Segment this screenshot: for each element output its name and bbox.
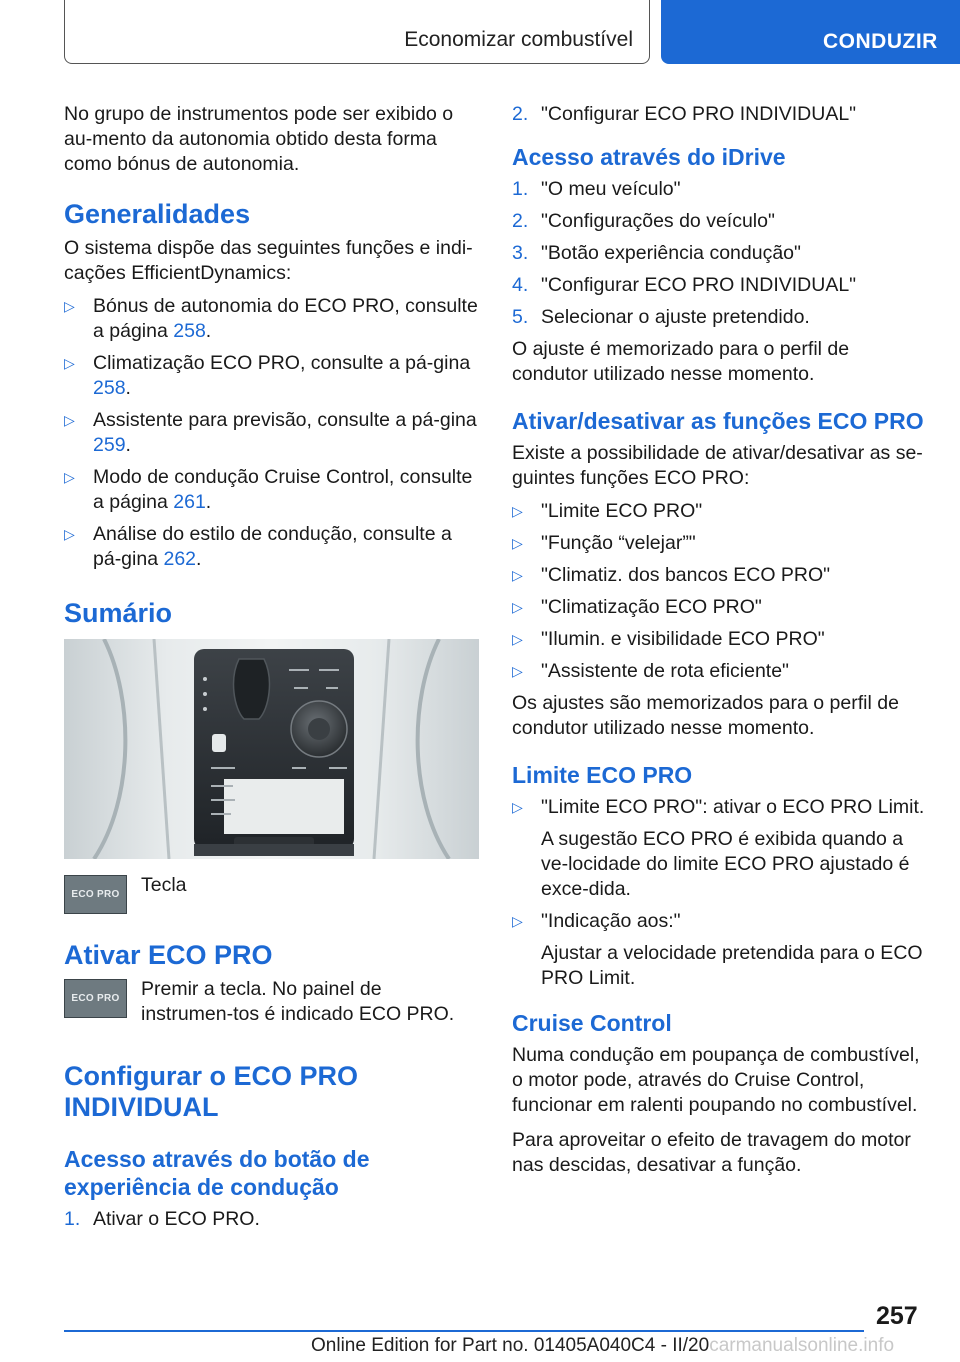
triangle-bullet-icon: ▷	[512, 599, 523, 615]
list-item: ▷ "Climatiz. dos bancos ECO PRO"	[512, 564, 831, 586]
heading-cruise-control: Cruise Control	[512, 1010, 672, 1036]
key-description-row	[64, 873, 479, 914]
ativar-row	[64, 977, 479, 1027]
list-item: 4. "Configurar ECO PRO INDIVIDUAL"	[512, 274, 857, 296]
heading-configurar: Configurar o ECO PRO INDIVIDUAL	[64, 1061, 359, 1122]
limite-list	[512, 795, 930, 991]
list-item: ▷ "Indicação aos:" Ajustar a velocidade pretendida para o ECO PRO Limit.	[512, 909, 930, 991]
list-item: ▷ Bónus de autonomia do ECO PRO, consulte a página 258.	[64, 295, 478, 342]
cruise-paragraph-2: Para aproveitar o efeito de travagem do motor nas descidas, desativar a função.	[512, 1129, 911, 1176]
triangle-bullet-icon: ▷	[512, 663, 523, 679]
list-item-detail: A sugestão ECO PRO é exibida quando a ve-locidade do limite ECO PRO ajustado é exce-dida.	[541, 828, 910, 900]
list-item: ▷ "Ilumin. e visibilidade ECO PRO"	[512, 628, 825, 650]
triangle-bullet-icon: ▷	[64, 355, 75, 371]
botao-steps	[64, 1207, 479, 1232]
eco-pro-functions-list	[512, 499, 930, 684]
list-item: ▷ Análise do estilo de condução, consulte a pá-gina 262.	[64, 523, 452, 570]
page-link[interactable]: 259	[93, 434, 126, 456]
right-column	[512, 102, 930, 1188]
watermark: carmanualsonline.info	[709, 1335, 895, 1356]
center-console-photo	[64, 639, 479, 859]
triangle-bullet-icon: ▷	[512, 799, 523, 815]
ativar-desativar-intro: Existe a possibilidade de ativar/desativar as se-guintes funções ECO PRO:	[512, 442, 923, 489]
page-number: 257	[876, 1302, 918, 1330]
footer-divider	[64, 1330, 864, 1332]
triangle-bullet-icon: ▷	[64, 412, 75, 428]
list-item: ▷ "Assistente de rota eficiente"	[512, 660, 789, 682]
chapter-title: CONDUZIR	[823, 30, 938, 53]
intro-paragraph: No grupo de instrumentos pode ser exibido o au-mento da autonomia obtido desta forma como bónus de autonomia.	[64, 103, 454, 175]
list-item: 5. Selecionar o ajuste pretendido.	[512, 306, 810, 328]
list-item-detail: Ajustar a velocidade pretendida para o ECO PRO Limit.	[541, 942, 923, 989]
list-item: ▷ Assistente para previsão, consulte a pá-gina 259.	[64, 409, 477, 456]
generalidades-intro: O sistema dispõe das seguintes funções e indi-cações EfficientDynamics:	[64, 237, 473, 284]
list-item: ▷ Climatização ECO PRO, consulte a pá-gina 258.	[64, 352, 471, 399]
triangle-bullet-icon: ▷	[64, 469, 75, 485]
triangle-bullet-icon: ▷	[512, 913, 523, 929]
list-item: 1. Ativar o ECO PRO.	[64, 1208, 260, 1230]
triangle-bullet-icon: ▷	[64, 298, 75, 314]
left-column	[64, 102, 479, 1239]
triangle-bullet-icon: ▷	[64, 526, 75, 542]
triangle-bullet-icon: ▷	[512, 567, 523, 583]
heading-acesso-idrive: Acesso através do iDrive	[512, 144, 786, 170]
footer-edition: Online Edition for Part no. 01405A040C4 - II/20carmanualsonline.info	[311, 1335, 895, 1356]
heading-limite-eco-pro: Limite ECO PRO	[512, 762, 693, 788]
botao-steps-continued	[512, 102, 930, 127]
list-item: ▷ "Limite ECO PRO": ativar o ECO PRO Limit. A sugestão ECO PRO é exibida quando a ve-locidade do limite ECO PRO ajustado é exce-dida.	[512, 795, 930, 902]
list-item: ▷ Modo de condução Cruise Control, consulte a página 261.	[64, 466, 473, 513]
triangle-bullet-icon: ▷	[512, 503, 523, 519]
triangle-bullet-icon: ▷	[512, 631, 523, 647]
list-item: ▷ "Climatização ECO PRO"	[512, 596, 762, 618]
page-link[interactable]: 258	[93, 377, 126, 399]
page-link[interactable]: 258	[173, 320, 206, 342]
page-link[interactable]: 262	[163, 548, 197, 570]
list-item: ▷ "Função “velejar”"	[512, 532, 696, 554]
generalidades-list	[64, 294, 479, 572]
ativar-text: Premir a tecla. No painel de instrumen-tos é indicado ECO PRO.	[141, 978, 455, 1025]
triangle-bullet-icon: ▷	[512, 535, 523, 551]
page-link[interactable]: 261	[173, 491, 206, 513]
heading-generalidades: Generalidades	[64, 199, 251, 229]
key-caption: Tecla	[141, 874, 187, 896]
heading-ativar-eco-pro: Ativar ECO PRO	[64, 940, 273, 970]
header-section-box	[64, 0, 650, 64]
section-title: Economizar combustível	[404, 28, 633, 51]
cruise-paragraph-1: Numa condução em poupança de combustível, o motor pode, através do Cruise Control, funcionar em ralenti poupando no combustível.	[512, 1044, 920, 1116]
list-item: 2. "Configurações do veículo"	[512, 210, 775, 232]
eco-pro-key-icon: ECO PRO	[64, 875, 127, 914]
heading-sumario: Sumário	[64, 598, 173, 628]
ativar-desativar-note: Os ajustes são memorizados para o perfil de condutor utilizado nesse momento.	[512, 692, 899, 739]
list-item: 1. "O meu veículo"	[512, 178, 681, 200]
eco-pro-key-icon: ECO PRO	[64, 979, 127, 1018]
heading-ativar-desativar: Ativar/desativar as funções ECO PRO	[512, 408, 924, 434]
idrive-note: O ajuste é memorizado para o perfil de condutor utilizado nesse momento.	[512, 338, 850, 385]
list-item: 2. "Configurar ECO PRO INDIVIDUAL"	[512, 103, 857, 125]
list-item: ▷ "Limite ECO PRO"	[512, 500, 703, 522]
list-item: 3. "Botão experiência condução"	[512, 242, 801, 264]
heading-acesso-botao: Acesso através do botão de experiência de condução	[64, 1146, 370, 1200]
chapter-tab	[661, 0, 960, 64]
idrive-steps	[512, 177, 930, 330]
